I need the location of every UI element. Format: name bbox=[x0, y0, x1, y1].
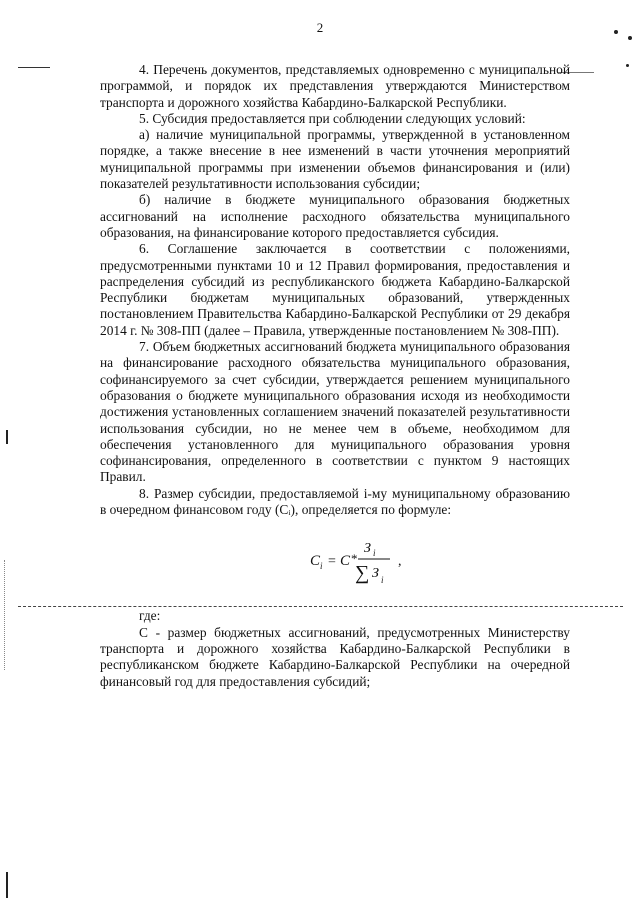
formula-denominator: З bbox=[372, 566, 379, 582]
scan-artifact-dot bbox=[626, 64, 629, 67]
definition-c: С - размер бюджетных ассигнований, предусмотренных Министерству транспорта и дорожного хозяйства Кабардино-Балкарской Республики в республиканском бюджете Кабардино-Балкарской Республики на очередной финансовый год для предоставления субсидий; bbox=[100, 624, 570, 689]
formula-coef: C bbox=[340, 553, 351, 570]
subsidy-formula bbox=[100, 528, 570, 602]
formula-svg bbox=[310, 532, 420, 602]
scan-artifact-dots bbox=[4, 560, 6, 670]
formula-equals: = bbox=[328, 554, 336, 570]
scan-artifact-dot bbox=[628, 36, 632, 40]
formula-times: * bbox=[351, 551, 358, 567]
where-label: где: bbox=[139, 608, 161, 624]
document-body bbox=[100, 62, 570, 690]
scan-artifact-mark bbox=[6, 430, 8, 444]
paragraph-5: 5. Субсидия предоставляется при соблюдении следующих условий: bbox=[139, 110, 526, 126]
scan-artifact-line bbox=[18, 67, 50, 68]
formula-numerator-sub: i bbox=[373, 548, 376, 559]
formula-denominator-sub: i bbox=[381, 575, 384, 586]
scan-artifact-dot bbox=[614, 30, 618, 34]
formula-sum: ∑ bbox=[355, 562, 370, 585]
formula-tail: , bbox=[398, 554, 402, 570]
paragraph-4: 4. Перечень документов, представляемых одновременно с муниципальной программой, и порядок их представления утверждаются Министерством транспорта и дорожного хозяйства Кабардино-Балкарской Республики. bbox=[100, 62, 570, 110]
paragraph-7: 7. Объем бюджетных ассигнований бюджета муниципального образования на финансирование расходного обязательства муниципального образования, софинансируемого за счет субсидии, утверждается решением муниципального образования о бюджете муниципального образования исходя из необходимости достижения установленных соглашением значений показателей результативности использования субсидии, но не менее чем в объеме, необходимом для обеспечения установленного для муниципального образования уровня софинансирования, определенного в соответствии с пунктом 9 настоящих Правил. bbox=[100, 339, 570, 485]
paragraph-8: 8. Размер субсидии, предоставляемой i-му муниципальному образованию в очередном финансовом году (Сᵢ), определяется по формуле: bbox=[100, 485, 570, 518]
formula-lhs-sub: i bbox=[320, 561, 323, 572]
paragraph-5a: а) наличие муниципальной программы, утвержденной в установленном порядке, а также внесение в нее изменений в части уточнения мероприятий муниципальной программы при изменении объемов финансирования и (или) показателей результативности использования субсидии; bbox=[100, 127, 570, 192]
paragraph-5b: б) наличие в бюджете муниципального образования бюджетных ассигнований на исполнение расходного обязательства муниципального образования, на финансирование которого предоставляется субсидия. bbox=[100, 192, 570, 240]
formula-lhs: C bbox=[310, 553, 321, 570]
paragraph-6: 6. Соглашение заключается в соответствии с положениями, предусмотренными пунктами 10 и 12 Правил формирования, предоставления и распределения субсидий из республиканского бюджета Кабардино-Балкарской Республики бюджетам муниципальных образований, утвержденных постановлением Правительства Кабардино-Балкарской Республики от 29 декабря 2014 г. № 308-ПП (далее – Правила, утвержденные постановлением № 308-ПП). bbox=[100, 241, 570, 338]
scan-artifact-mark bbox=[6, 872, 8, 898]
formula-numerator: З bbox=[364, 541, 371, 557]
page-number: 2 bbox=[316, 20, 324, 35]
